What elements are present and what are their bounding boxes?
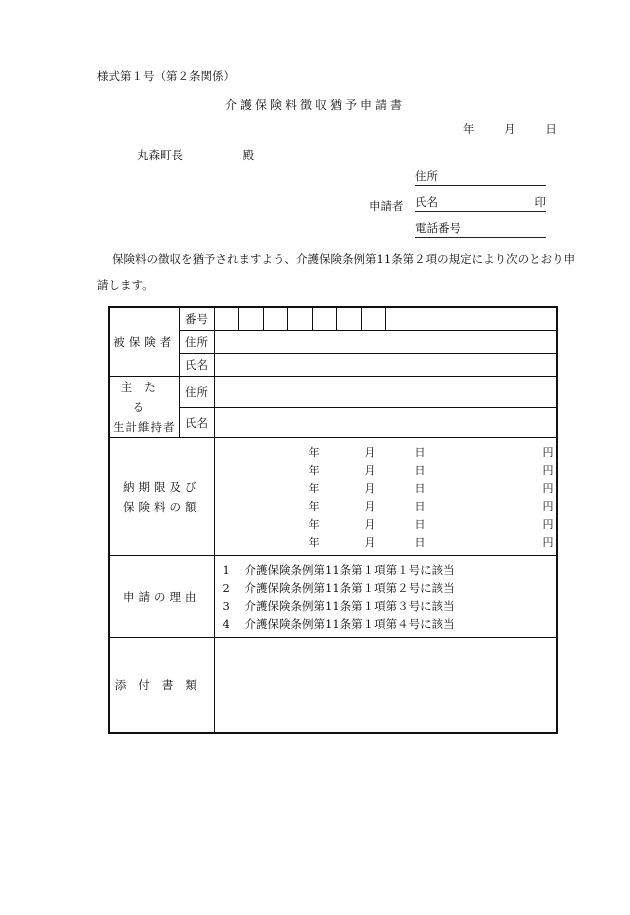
insured-number-label: 番号 xyxy=(179,307,214,331)
insured-label: 被保険者 xyxy=(109,307,179,377)
due-amount-label xyxy=(109,438,214,556)
request-statement: 保険料の徴収を猶予されますよう、介護保険条例第11条第２項の規定により次のとおり申請します。 xyxy=(97,252,576,292)
number-digit-box[interactable] xyxy=(337,308,362,330)
number-digit-box[interactable] xyxy=(313,308,338,330)
applicant-address-label: 住所 xyxy=(415,169,438,183)
main-earner-label xyxy=(109,377,179,438)
insured-address-label: 住所 xyxy=(179,331,214,354)
applicant-name-field[interactable] xyxy=(415,196,546,212)
number-digit-box[interactable] xyxy=(264,308,289,330)
earner-address-label: 住所 xyxy=(179,377,214,408)
applicant-address-field[interactable] xyxy=(415,170,546,186)
addressee xyxy=(137,147,254,163)
insured-number-boxes[interactable] xyxy=(214,307,557,331)
applicant-phone-label: 電話番号 xyxy=(415,221,461,235)
number-digit-box[interactable] xyxy=(215,308,240,330)
form-number: 様式第１号（第２条関係） xyxy=(97,69,235,83)
due-row[interactable]: 年 月 日 円 xyxy=(308,463,554,477)
reason-option[interactable]: 4 介護保険条例第11条第１項第４号に該当 xyxy=(222,616,455,631)
reason-label: 申請の理由 xyxy=(109,556,214,638)
number-digit-box[interactable] xyxy=(362,308,387,330)
date-day: 日 xyxy=(545,122,557,136)
number-digit-box[interactable] xyxy=(239,308,264,330)
addressee-name: 丸森町長 xyxy=(137,148,183,162)
reason-option[interactable]: 2 介護保険条例第11条第１項第２号に該当 xyxy=(222,580,455,595)
application-table xyxy=(108,306,558,734)
attachments-label: 添付書類 xyxy=(109,638,214,733)
seal-mark: 印 xyxy=(534,195,546,209)
applicant-name-label: 氏名 xyxy=(415,195,438,209)
due-row[interactable]: 年 月 日 円 xyxy=(308,517,554,531)
applicant-phone-field[interactable] xyxy=(415,222,546,238)
main-earner-label-line2: 生計維持者 xyxy=(113,420,176,434)
insured-address-field[interactable] xyxy=(214,331,557,354)
due-list xyxy=(215,443,557,551)
main-earner-label-line1: 主たる xyxy=(120,380,168,414)
addressee-honorific: 殿 xyxy=(242,148,255,162)
applicant-label: 申請者 xyxy=(369,199,404,213)
due-row[interactable]: 年 月 日 円 xyxy=(308,499,554,513)
earner-name-field[interactable] xyxy=(214,408,557,438)
earner-name-label: 氏名 xyxy=(179,408,214,438)
reason-option[interactable]: 1 介護保険条例第11条第１項第１号に該当 xyxy=(222,562,455,577)
date-year: 年 xyxy=(463,122,475,136)
attachments-field[interactable] xyxy=(214,638,557,733)
reason-options xyxy=(214,556,557,638)
reason-option[interactable]: 3 介護保険条例第11条第１項第３号に該当 xyxy=(222,598,455,613)
insured-name-field[interactable] xyxy=(214,354,557,377)
date-month: 月 xyxy=(504,122,516,136)
earner-address-field[interactable] xyxy=(214,377,557,408)
date-line xyxy=(463,121,557,137)
number-digit-box[interactable] xyxy=(288,308,313,330)
due-amount-label-line2: 保険料の額 xyxy=(123,499,201,514)
document-title: 介護保険料徴収猶予申請書 xyxy=(224,98,405,112)
due-row[interactable]: 年 月 日 円 xyxy=(308,481,554,495)
due-row[interactable]: 年 月 日 円 xyxy=(308,445,554,459)
due-row[interactable]: 年 月 日 円 xyxy=(308,535,554,549)
due-amount-label-line1: 納期限及び xyxy=(123,479,201,494)
insured-name-label: 氏名 xyxy=(179,354,214,377)
due-amount-field[interactable] xyxy=(214,438,557,556)
